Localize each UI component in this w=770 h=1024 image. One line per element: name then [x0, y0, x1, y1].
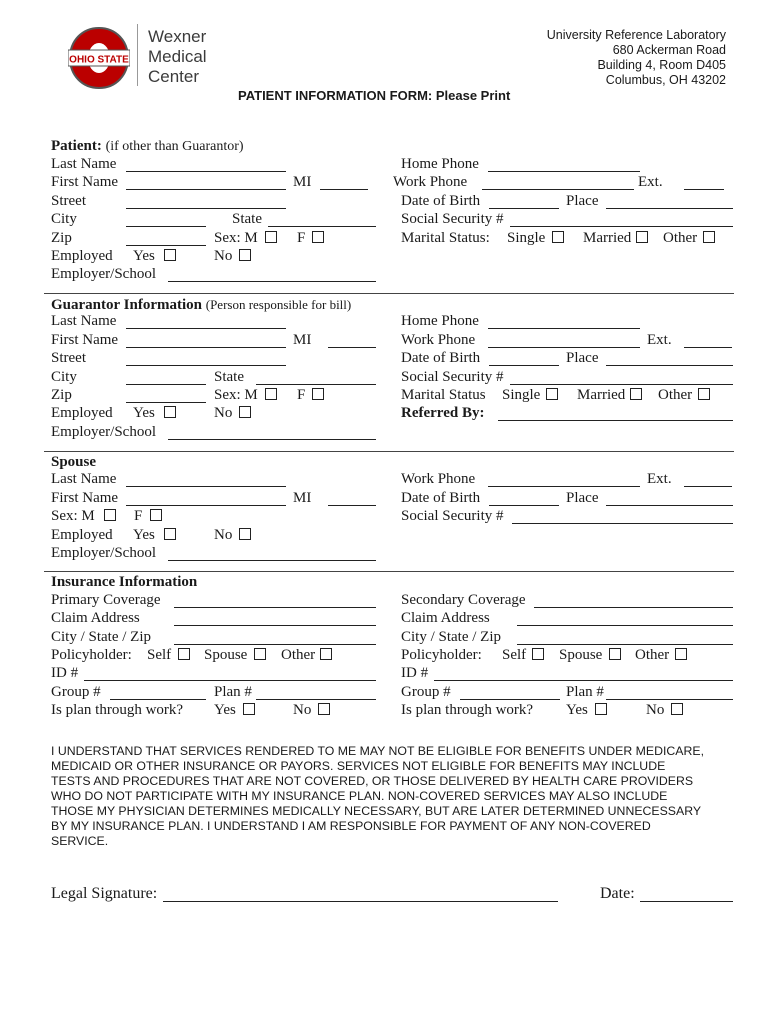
- primary-id-field[interactable]: [84, 680, 376, 681]
- patient-last-name-field[interactable]: [126, 171, 286, 172]
- spouse-sex-m-checkbox[interactable]: [104, 509, 116, 521]
- spouse-employer-label: Employer/School: [51, 545, 156, 561]
- patient-married-label: Married: [583, 230, 632, 246]
- primary-self-checkbox[interactable]: [178, 648, 190, 660]
- patient-ssn-field[interactable]: [510, 226, 733, 227]
- secondary-plan-label: Plan #: [566, 684, 604, 700]
- patient-mi-field[interactable]: [320, 189, 368, 190]
- spouse-heading: Spouse: [51, 454, 97, 470]
- logo: [68, 22, 218, 92]
- patient-state-field[interactable]: [268, 226, 376, 227]
- guarantor-ext-field[interactable]: [684, 347, 732, 348]
- guarantor-mi-label: MI: [293, 332, 312, 348]
- lab-street: 680 Ackerman Road: [612, 43, 726, 57]
- secondary-through-work-label: Is plan through work?: [401, 702, 534, 718]
- guarantor-zip-label: Zip: [51, 387, 72, 403]
- spouse-employer-field[interactable]: [168, 560, 376, 561]
- patient-marital-label: Marital Status:: [401, 230, 490, 246]
- secondary-id-field[interactable]: [434, 680, 733, 681]
- spouse-dob-field[interactable]: [489, 505, 559, 506]
- secondary-self-label: Self: [502, 647, 527, 663]
- secondary-other-checkbox[interactable]: [675, 648, 687, 660]
- secondary-city-state-zip-field[interactable]: [517, 644, 733, 645]
- patient-zip-label: Zip: [51, 230, 72, 246]
- section-divider: [44, 451, 734, 452]
- patient-city-label: City: [51, 211, 77, 227]
- center-name-3: Center: [148, 67, 200, 86]
- spouse-mi-label: MI: [293, 490, 312, 506]
- guarantor-employed-no-label: No: [214, 405, 233, 421]
- patient-employed-yes-checkbox[interactable]: [164, 249, 176, 261]
- spouse-last-name-label: Last Name: [51, 471, 117, 487]
- guarantor-state-field[interactable]: [256, 384, 376, 385]
- patient-zip-field[interactable]: [126, 245, 206, 246]
- patient-ext-label: Ext.: [638, 174, 663, 190]
- insurance-heading: Insurance Information: [51, 574, 198, 590]
- guarantor-married-checkbox[interactable]: [630, 388, 642, 400]
- guarantor-work-phone-label: Work Phone: [401, 332, 476, 348]
- spouse-sex-f-label: F: [134, 508, 143, 524]
- patient-street-label: Street: [51, 193, 86, 209]
- primary-self-label: Self: [147, 647, 172, 663]
- spouse-employed-no-checkbox[interactable]: [239, 528, 251, 540]
- primary-work-yes-label: Yes: [214, 702, 236, 718]
- lab-building: Building 4, Room D405: [597, 58, 726, 72]
- secondary-work-yes-label: Yes: [566, 702, 588, 718]
- primary-claim-address-label: Claim Address: [51, 610, 140, 626]
- logo-text: OHIO STATE: [69, 54, 129, 66]
- guarantor-home-phone-label: Home Phone: [401, 313, 479, 329]
- secondary-work-yes-checkbox[interactable]: [595, 703, 607, 715]
- guarantor-sex-label: Sex: M: [214, 387, 258, 403]
- date-label: Date:: [600, 885, 635, 902]
- guarantor-ssn-label: Social Security #: [401, 369, 504, 385]
- patient-employer-label: Employer/School: [51, 266, 156, 282]
- primary-coverage-label: Primary Coverage: [51, 592, 161, 608]
- spouse-employed-yes-label: Yes: [133, 527, 155, 543]
- patient-sex-m-checkbox[interactable]: [265, 231, 277, 243]
- disclaimer-line: THOSE MY PHYSICIAN DETERMINES MEDICALLY NECESSARY, BUT ARE LATER DETERMINED UNNECESSARY: [51, 804, 702, 818]
- patient-last-name-label: Last Name: [51, 156, 117, 172]
- secondary-claim-address-label: Claim Address: [401, 610, 490, 626]
- secondary-spouse-label: Spouse: [559, 647, 603, 663]
- patient-state-label: State: [232, 211, 262, 227]
- guarantor-other-checkbox[interactable]: [698, 388, 710, 400]
- guarantor-place-field[interactable]: [606, 365, 733, 366]
- referred-by-field[interactable]: [498, 420, 733, 421]
- patient-married-checkbox[interactable]: [636, 231, 648, 243]
- guarantor-sex-m-checkbox[interactable]: [265, 388, 277, 400]
- primary-group-field[interactable]: [110, 699, 206, 700]
- guarantor-ext-label: Ext.: [647, 332, 672, 348]
- secondary-other-label: Other: [635, 647, 670, 663]
- patient-work-phone-label: Work Phone: [393, 174, 468, 190]
- spouse-sex-label: Sex: M: [51, 508, 95, 524]
- guarantor-employer-label: Employer/School: [51, 424, 156, 440]
- secondary-id-label: ID #: [401, 665, 429, 681]
- spouse-sex-f-checkbox[interactable]: [150, 509, 162, 521]
- guarantor-first-name-label: First Name: [51, 332, 119, 348]
- spouse-place-field[interactable]: [606, 505, 733, 506]
- patient-dob-field[interactable]: [489, 208, 559, 209]
- patient-heading: Patient: (if other than Guarantor): [51, 138, 244, 154]
- patient-sex-f-checkbox[interactable]: [312, 231, 324, 243]
- primary-other-label: Other: [281, 647, 316, 663]
- patient-home-phone-label: Home Phone: [401, 156, 479, 172]
- form-title: PATIENT INFORMATION FORM: Please Print: [238, 88, 511, 103]
- guarantor-sex-f-label: F: [297, 387, 306, 403]
- primary-plan-field[interactable]: [256, 699, 376, 700]
- center-name-2: Medical: [148, 47, 207, 66]
- patient-employed-label: Employed: [51, 248, 113, 264]
- primary-other-checkbox[interactable]: [320, 648, 332, 660]
- lab-name: University Reference Laboratory: [546, 28, 726, 42]
- secondary-coverage-field[interactable]: [534, 607, 733, 608]
- primary-id-label: ID #: [51, 665, 79, 681]
- spouse-ssn-field[interactable]: [512, 523, 733, 524]
- guarantor-single-checkbox[interactable]: [546, 388, 558, 400]
- patient-work-phone-field[interactable]: [482, 189, 634, 190]
- spouse-employed-no-label: No: [214, 527, 233, 543]
- guarantor-place-label: Place: [566, 350, 599, 366]
- spouse-first-name-field[interactable]: [126, 505, 286, 506]
- primary-plan-label: Plan #: [214, 684, 252, 700]
- guarantor-state-label: State: [214, 369, 244, 385]
- block-o-logo-icon: [68, 26, 130, 90]
- guarantor-first-name-field[interactable]: [126, 347, 286, 348]
- center-name-1: Wexner: [148, 27, 207, 46]
- primary-spouse-checkbox[interactable]: [254, 648, 266, 660]
- guarantor-employed-yes-label: Yes: [133, 405, 155, 421]
- legal-signature-field[interactable]: [163, 901, 558, 902]
- primary-spouse-label: Spouse: [204, 647, 248, 663]
- spouse-ext-field[interactable]: [684, 486, 732, 487]
- spouse-place-label: Place: [566, 490, 599, 506]
- guarantor-work-phone-field[interactable]: [488, 347, 640, 348]
- patient-city-field[interactable]: [126, 226, 206, 227]
- guarantor-marital-label: Marital Status: [401, 387, 486, 403]
- guarantor-last-name-label: Last Name: [51, 313, 117, 329]
- primary-city-state-zip-label: City / State / Zip: [51, 629, 151, 645]
- disclaimer-line: TESTS AND PROCEDURES THAT ARE NOT COVERED, OR THOSE DELIVERED BY HEALTH CARE PROVIDERS: [51, 774, 694, 788]
- lab-city: Columbus, OH 43202: [605, 73, 726, 87]
- secondary-policyholder-label: Policyholder:: [401, 647, 482, 663]
- guarantor-single-label: Single: [502, 387, 541, 403]
- guarantor-employed-yes-checkbox[interactable]: [164, 406, 176, 418]
- secondary-group-field[interactable]: [460, 699, 560, 700]
- spouse-ext-label: Ext.: [647, 471, 672, 487]
- disclaimer-line: WHO DO NOT PARTICIPATE WITH MY INSURANCE PLAN. NON-COVERED SERVICES MAY ALSO INCLUDE: [51, 789, 668, 803]
- guarantor-mi-field[interactable]: [328, 347, 376, 348]
- secondary-plan-field[interactable]: [606, 699, 733, 700]
- patient-ssn-label: Social Security #: [401, 211, 504, 227]
- section-divider: [44, 571, 734, 572]
- guarantor-dob-label: Date of Birth: [401, 350, 481, 366]
- primary-claim-address-field[interactable]: [174, 625, 376, 626]
- spouse-ssn-label: Social Security #: [401, 508, 504, 524]
- guarantor-last-name-field[interactable]: [126, 328, 286, 329]
- patient-ext-field[interactable]: [684, 189, 724, 190]
- disclaimer-line: SERVICE.: [51, 834, 109, 848]
- secondary-spouse-checkbox[interactable]: [609, 648, 621, 660]
- disclaimer-line: MEDICAID OR OTHER INSURANCE OR PAYORS. SERVICES NOT ELIGIBLE FOR BENEFITS MAY INCLUDE: [51, 759, 666, 773]
- secondary-city-state-zip-label: City / State / Zip: [401, 629, 501, 645]
- patient-single-checkbox[interactable]: [552, 231, 564, 243]
- patient-street-field[interactable]: [126, 208, 286, 209]
- guarantor-heading: Guarantor Information (Person responsible for bill): [51, 297, 352, 313]
- primary-city-state-zip-field[interactable]: [174, 644, 376, 645]
- guarantor-home-phone-field[interactable]: [488, 328, 640, 329]
- patient-first-name-field[interactable]: [126, 189, 286, 190]
- patient-first-name-label: First Name: [51, 174, 119, 190]
- guarantor-street-label: Street: [51, 350, 86, 366]
- primary-through-work-label: Is plan through work?: [51, 702, 184, 718]
- secondary-coverage-label: Secondary Coverage: [401, 592, 526, 608]
- primary-work-no-checkbox[interactable]: [318, 703, 330, 715]
- patient-home-phone-field[interactable]: [488, 171, 640, 172]
- spouse-mi-field[interactable]: [328, 505, 376, 506]
- guarantor-zip-field[interactable]: [126, 402, 206, 403]
- patient-employed-no-label: No: [214, 248, 233, 264]
- guarantor-employed-label: Employed: [51, 405, 113, 421]
- patient-single-label: Single: [507, 230, 546, 246]
- guarantor-married-label: Married: [577, 387, 626, 403]
- date-field[interactable]: [640, 901, 733, 902]
- legal-signature-label: Legal Signature:: [51, 885, 158, 902]
- disclaimer: [51, 744, 704, 849]
- guarantor-city-field[interactable]: [126, 384, 206, 385]
- guarantor-ssn-field[interactable]: [510, 384, 733, 385]
- secondary-claim-address-field[interactable]: [517, 625, 733, 626]
- patient-employer-field[interactable]: [168, 281, 376, 282]
- section-divider: [44, 293, 734, 294]
- patient-place-label: Place: [566, 193, 599, 209]
- spouse-dob-label: Date of Birth: [401, 490, 481, 506]
- guarantor-employer-field[interactable]: [168, 439, 376, 440]
- disclaimer-line: BY MY INSURANCE PLAN. I UNDERSTAND I AM RESPONSIBLE FOR PAYMENT OF ANY NON-COVERED: [51, 819, 651, 833]
- patient-other-checkbox[interactable]: [703, 231, 715, 243]
- guarantor-other-label: Other: [658, 387, 693, 403]
- secondary-self-checkbox[interactable]: [532, 648, 544, 660]
- disclaimer-line: I UNDERSTAND THAT SERVICES RENDERED TO ME MAY NOT BE ELIGIBLE FOR BENEFITS UNDER MEDICARE,: [51, 744, 704, 758]
- guarantor-dob-field[interactable]: [489, 365, 559, 366]
- patient-other-label: Other: [663, 230, 698, 246]
- primary-group-label: Group #: [51, 684, 101, 700]
- referred-by-label: Referred By:: [401, 405, 485, 421]
- secondary-work-no-checkbox[interactable]: [671, 703, 683, 715]
- spouse-work-phone-field[interactable]: [488, 486, 640, 487]
- spouse-last-name-field[interactable]: [126, 486, 286, 487]
- guarantor-sex-f-checkbox[interactable]: [312, 388, 324, 400]
- patient-place-field[interactable]: [606, 208, 733, 209]
- primary-work-no-label: No: [293, 702, 312, 718]
- secondary-group-label: Group #: [401, 684, 451, 700]
- patient-dob-label: Date of Birth: [401, 193, 481, 209]
- primary-policyholder-label: Policyholder:: [51, 647, 132, 663]
- patient-mi-label: MI: [293, 174, 312, 190]
- spouse-work-phone-label: Work Phone: [401, 471, 476, 487]
- spouse-employed-yes-checkbox[interactable]: [164, 528, 176, 540]
- primary-work-yes-checkbox[interactable]: [243, 703, 255, 715]
- secondary-work-no-label: No: [646, 702, 665, 718]
- patient-sex-f-label: F: [297, 230, 306, 246]
- patient-employed-yes-label: Yes: [133, 248, 155, 264]
- logo-divider: [137, 24, 138, 86]
- spouse-employed-label: Employed: [51, 527, 113, 543]
- patient-sex-label: Sex: M: [214, 230, 258, 246]
- primary-coverage-field[interactable]: [174, 607, 376, 608]
- spouse-first-name-label: First Name: [51, 490, 119, 506]
- guarantor-city-label: City: [51, 369, 77, 385]
- guarantor-employed-no-checkbox[interactable]: [239, 406, 251, 418]
- guarantor-street-field[interactable]: [126, 365, 286, 366]
- patient-employed-no-checkbox[interactable]: [239, 249, 251, 261]
